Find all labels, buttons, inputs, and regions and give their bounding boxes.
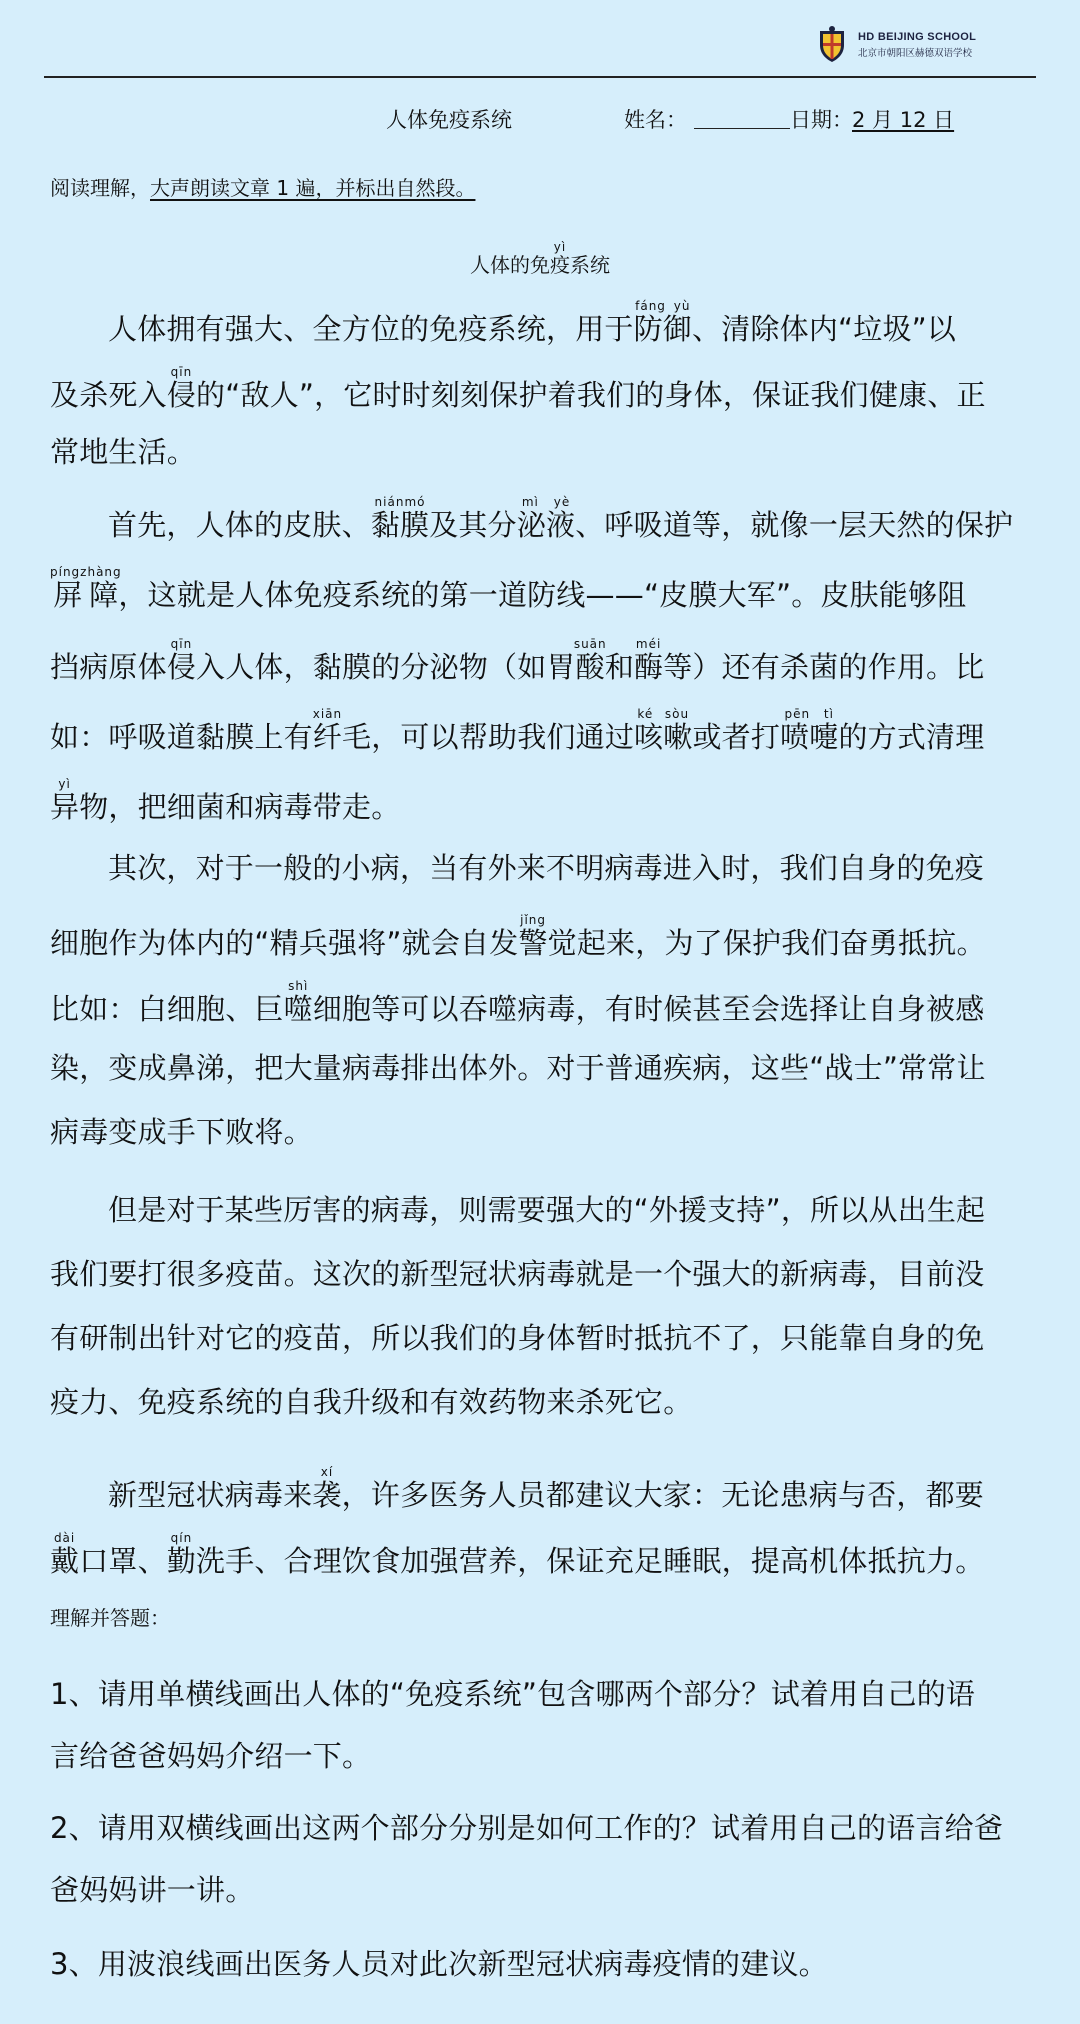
article-title-char: 疫 xyxy=(550,253,570,277)
pinyin-annotation xyxy=(633,299,693,346)
pinyin: ké sòu xyxy=(634,707,693,721)
pinyin: suān xyxy=(573,637,607,651)
school-name-en: HD BEIJING SCHOOL xyxy=(858,31,977,43)
pinyin: yì xyxy=(50,777,80,791)
text-line: 疫力、免疫系统的自我升级和有效药物来杀死它。 xyxy=(50,1385,693,1419)
text-run: 的方式清理 xyxy=(838,720,985,754)
title-row xyxy=(0,104,1080,134)
pinyin-annotation xyxy=(166,365,197,412)
school-crest-icon xyxy=(812,25,852,65)
questions-heading: 理解并答题： xyxy=(50,1606,170,1630)
text-run: 等）还有杀菌的作用。比 xyxy=(663,650,985,684)
text-run: 细胞作为体内的“精兵强将”就会自发 xyxy=(50,926,519,960)
name-blank-field[interactable] xyxy=(694,128,790,129)
school-logo xyxy=(812,24,1042,66)
pinyin-annotation xyxy=(50,777,80,824)
text-run: 的“敌人”，它时时刻刻保护着我们的身体，保证我们健康、正 xyxy=(196,378,986,412)
instruction-task: 大声朗读文章 1 遍，并标出自然段。 xyxy=(150,176,476,200)
pinyin-annotation xyxy=(780,707,839,754)
text-run: 、清除体内“垃圾”以 xyxy=(692,312,957,346)
text-line xyxy=(50,778,400,826)
text-run: 洗手、合理饮食加强营养，保证充足睡眠，提高机体抵抗力。 xyxy=(196,1544,985,1578)
annotated-text: 噬 xyxy=(283,992,313,1026)
annotated-text: 黏膜 xyxy=(370,508,430,542)
text-line: 但是对于某些厉害的病毒，则需要强大的“外援支持”，所以从出生起 xyxy=(108,1193,986,1227)
text-run: 人体拥有强大、全方位的免疫系统，用于 xyxy=(108,312,634,346)
pinyin: dài xyxy=(50,1531,80,1545)
pinyin-annotation xyxy=(518,913,548,960)
text-line: 有研制出针对它的疫苗，所以我们的身体暂时抵抗不了，只能靠自身的免 xyxy=(50,1321,985,1355)
worksheet-title: 人体免疫系统 xyxy=(386,108,512,132)
reading-instruction xyxy=(50,172,475,201)
text-run: 及其分 xyxy=(429,508,517,542)
pinyin: píngzhàng xyxy=(50,565,122,579)
pinyin-annotation xyxy=(312,707,343,754)
school-name-cn: 北京市朝阳区赫德双语学校 xyxy=(858,48,973,59)
annotated-text: 袭 xyxy=(312,1478,342,1512)
annotated-text: 泌液 xyxy=(516,508,576,542)
text-run: 如：呼吸道黏膜上有 xyxy=(50,720,313,754)
pinyin: qín xyxy=(166,1531,196,1545)
pinyin-annotation xyxy=(283,979,313,1026)
annotated-text: 戴 xyxy=(50,1544,80,1578)
annotated-text: 屏障 xyxy=(50,578,122,612)
text-line xyxy=(108,496,1013,544)
article-title-ruby xyxy=(550,240,570,277)
pinyin-annotation xyxy=(166,637,197,684)
pinyin: pēn tì xyxy=(780,707,839,721)
text-run: ，这就是人体免疫系统的第一道防线——“皮膜大军”。皮肤能够阻 xyxy=(118,578,967,612)
annotated-text: 酸 xyxy=(573,650,607,684)
text-run: 细胞等可以吞噬病毒，有时候甚至会选择让自身被感 xyxy=(312,992,985,1026)
text-run: 首先，人体的皮肤、 xyxy=(108,508,371,542)
pinyin: shì xyxy=(283,979,313,993)
annotated-text: 侵 xyxy=(166,650,197,684)
annotated-text: 咳嗽 xyxy=(634,720,693,754)
article-title-part: 人体的免 xyxy=(470,253,550,277)
annotated-text: 纤 xyxy=(312,720,343,754)
text-run: 及杀死入 xyxy=(50,378,167,412)
text-line: 染，变成鼻涕，把大量病毒排出体外。对于普通疾病，这些“战士”常常让 xyxy=(50,1051,986,1085)
pinyin-annotation xyxy=(50,1531,80,1578)
date-value: 2 月 12 日 xyxy=(852,108,955,132)
text-line xyxy=(50,638,984,686)
text-line xyxy=(108,300,956,348)
pinyin: méi xyxy=(634,637,664,651)
date-label: 日期： xyxy=(790,108,853,132)
text-run: 觉起来，为了保护我们奋勇抵抗。 xyxy=(547,926,986,960)
article-title-part: 系统 xyxy=(570,253,610,277)
text-line: 爸妈妈讲一讲。 xyxy=(50,1873,255,1907)
text-line xyxy=(50,708,984,756)
text-line: 3、用波浪线画出医务人员对此次新型冠状病毒疫情的建议。 xyxy=(50,1947,828,1981)
annotated-text: 警 xyxy=(518,926,548,960)
annotated-text: 勤 xyxy=(166,1544,197,1578)
pinyin: fáng yù xyxy=(633,299,693,313)
pinyin: qīn xyxy=(166,637,196,651)
pinyin-annotation xyxy=(166,1531,197,1578)
pinyin-annotation xyxy=(50,565,122,612)
article-title xyxy=(0,241,1080,278)
pinyin-annotation xyxy=(370,495,430,542)
header-rule xyxy=(44,76,1036,78)
text-run: ，许多医务人员都建议大家：无论患病与否，都要 xyxy=(341,1478,985,1512)
text-line: 言给爸爸妈妈介绍一下。 xyxy=(50,1739,372,1773)
pinyin: xí xyxy=(312,1465,342,1479)
instruction-prefix: 阅读理解， xyxy=(50,176,150,200)
text-run: 和 xyxy=(604,650,635,684)
pinyin-annotation xyxy=(312,1465,342,1512)
text-line: 我们要打很多疫苗。这次的新型冠状病毒就是一个强大的新病毒，目前没 xyxy=(50,1257,985,1291)
text-line xyxy=(50,566,966,614)
pinyin-annotation xyxy=(573,637,607,684)
pinyin: niánmó xyxy=(370,495,430,509)
text-line: 1、请用单横线画出人体的“免疫系统”包含哪两个部分？试着用自己的语 xyxy=(50,1677,976,1711)
pinyin: mì yè xyxy=(516,495,576,509)
text-run: 入人体，黏膜的分泌物（如胃 xyxy=(196,650,576,684)
text-run: 毛，可以帮助我们通过 xyxy=(342,720,635,754)
annotated-text: 喷嚏 xyxy=(780,720,839,754)
text-run: 或者打 xyxy=(692,720,781,754)
text-line: 其次，对于一般的小病，当有外来不明病毒进入时，我们自身的免疫 xyxy=(108,851,985,885)
pinyin: yì xyxy=(550,240,570,254)
text-run: 新型冠状病毒来 xyxy=(108,1478,313,1512)
pinyin-annotation xyxy=(634,707,693,754)
text-run: 物，把细菌和病毒带走。 xyxy=(79,790,401,824)
text-run: 口罩、 xyxy=(79,1544,167,1578)
annotated-text: 酶 xyxy=(634,650,664,684)
text-line xyxy=(50,980,984,1028)
text-line xyxy=(50,1532,984,1580)
text-run: 比如：白细胞、巨 xyxy=(50,992,284,1026)
text-line xyxy=(50,914,986,962)
pinyin-annotation xyxy=(634,637,664,684)
pinyin: xiān xyxy=(312,707,343,721)
pinyin-annotation xyxy=(516,495,576,542)
text-line: 常地生活。 xyxy=(50,435,197,469)
annotated-text: 防御 xyxy=(633,312,693,346)
text-run: 挡病原体 xyxy=(50,650,167,684)
annotated-text: 异 xyxy=(50,790,80,824)
pinyin: qīn xyxy=(166,365,196,379)
text-line xyxy=(108,1466,984,1514)
name-label: 姓名： xyxy=(624,108,687,132)
text-line: 2、请用双横线画出这两个部分分别是如何工作的？试着用自己的语言给爸 xyxy=(50,1811,1004,1845)
text-line xyxy=(50,366,986,414)
pinyin: jǐng xyxy=(518,913,548,927)
text-run: 、呼吸道等，就像一层天然的保护 xyxy=(575,508,1014,542)
text-line: 病毒变成手下败将。 xyxy=(50,1115,313,1149)
annotated-text: 侵 xyxy=(166,378,197,412)
